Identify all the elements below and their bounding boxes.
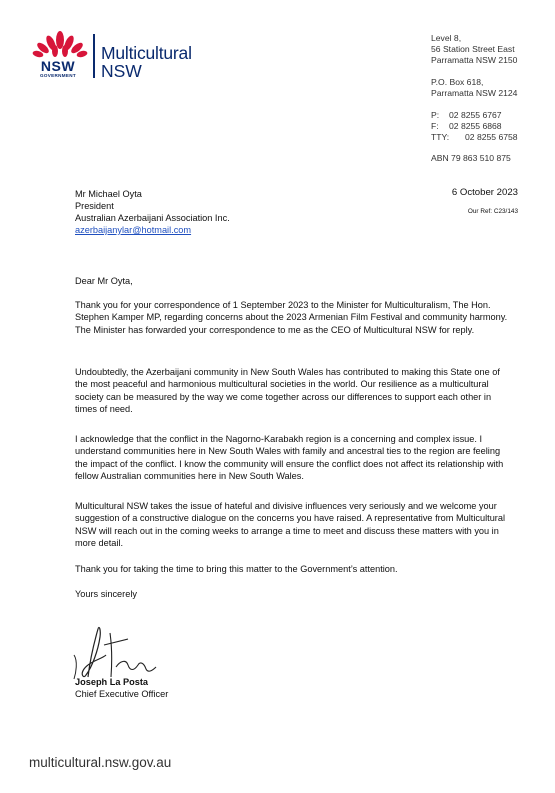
signatory-name: Joseph La Posta — [75, 677, 149, 687]
fax-label: F: — [431, 121, 439, 131]
salutation: Dear Mr Oyta, — [75, 276, 133, 286]
phone-row — [431, 110, 502, 121]
address-line-3: Parramatta NSW 2150 — [431, 55, 518, 65]
fax-value: 02 8255 6868 — [449, 121, 502, 131]
body-paragraph: Thank you for taking the time to bring this matter to the Government’s attention. — [75, 564, 398, 574]
recipient-name: Mr Michael Oyta — [75, 189, 142, 199]
po-box-line-1: P.O. Box 618, — [431, 77, 484, 87]
body-paragraph: I acknowledge that the conflict in the Nagorno-Karabakh region is a concerning and complex issue. I understand communities here in New South Wales with family and ancestral ties to the region are feeling the impact of the conflict. I know the community will ensure the conflict does not affect its relationship with fellow Australian communities here in New South Wales. — [75, 434, 504, 481]
logo-text-line1: Multicultural — [101, 43, 192, 63]
abn: ABN 79 863 510 875 — [431, 153, 511, 163]
body-paragraph: Thank you for your correspondence of 1 September 2023 to the Minister for Multiculturalism, The Hon. Stephen Kamper MP, regarding concerns about the 2023 Armenian Film Festival and community harmony. The Minister has forwarded your correspondence to me as the CEO of Multicultural NSW for reply. — [75, 300, 508, 335]
logo-divider — [93, 34, 95, 78]
phone-value: 02 8255 6767 — [449, 110, 502, 120]
address-line-1: Level 8, — [431, 33, 462, 43]
tty-value: 02 8255 6758 — [465, 132, 518, 142]
reference-number: Our Ref: C23/143 — [467, 208, 518, 215]
po-box-line-2: Parramatta NSW 2124 — [431, 88, 518, 98]
closing: Yours sincerely — [75, 589, 137, 599]
phone-label: P: — [431, 110, 440, 120]
multicultural-nsw-logo — [29, 30, 209, 86]
government-wordmark: GOVERNMENT — [40, 73, 76, 78]
tty-row — [431, 132, 518, 143]
recipient-email-link[interactable]: azerbaijanylar@hotmail.com — [75, 225, 192, 235]
recipient-email-row — [75, 224, 191, 236]
fax-row — [431, 121, 502, 132]
body-paragraph: Multicultural NSW takes the issue of hateful and divisive influences very seriously and we welcome your suggestion of a constructive dialogue on the concerns you have raised. A representative from Multicultural NSW will reach out in the coming weeks to arrange a time to meet and discuss these matters with you in more detail. — [75, 501, 506, 548]
recipient-title: President — [75, 201, 114, 211]
nsw-wordmark: NSW — [40, 58, 76, 74]
recipient-organisation: Australian Azerbaijani Association Inc. — [75, 213, 230, 223]
tty-label: TTY: — [431, 132, 450, 142]
footer-url: multicultural.nsw.gov.au — [29, 755, 172, 770]
letter-date: 6 October 2023 — [451, 187, 518, 198]
signatory-title: Chief Executive Officer — [75, 689, 169, 699]
address-line-2: 56 Station Street East — [431, 44, 515, 54]
body-paragraph: Undoubtedly, the Azerbaijani community in New South Wales has contributed to making this State one of the most peaceful and harmonious multicultural societies in the world. Our resilience as a multicultural society can be measured by the way we come together across our differences to support each other in times of need. — [75, 367, 500, 414]
logo-text-line2: NSW — [101, 61, 142, 81]
